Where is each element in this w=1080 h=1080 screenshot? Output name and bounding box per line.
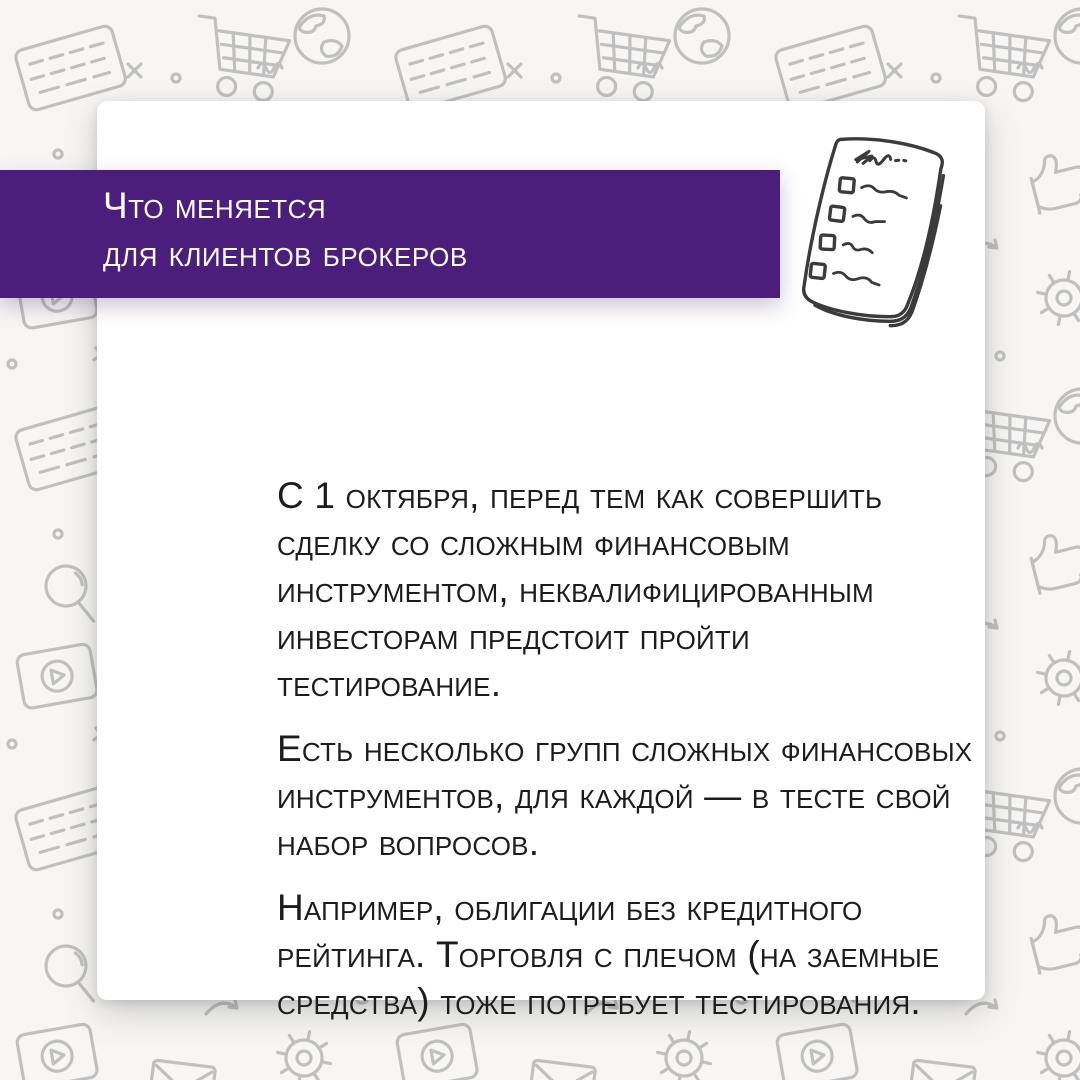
page-title-line-2: для клиентов брокеров xyxy=(103,233,468,274)
paragraph-line: инвесторам предстоит пройти xyxy=(277,616,750,657)
paragraph-line: тестирование. xyxy=(277,663,502,704)
paragraph-line: набор вопросов. xyxy=(277,822,540,863)
body-text xyxy=(277,472,1057,1043)
paragraph-line: средства) тоже потребует тестирования. xyxy=(277,981,921,1022)
page-title-line-1: Что меняется xyxy=(103,185,327,226)
paragraph-line: сделку со сложным финансовым xyxy=(277,522,790,563)
paragraph-line: Например, облигации без кредитного xyxy=(277,887,863,928)
paragraph-line: Есть несколько групп сложных финансовых xyxy=(277,728,973,769)
paragraph-1 xyxy=(277,472,1057,707)
header-banner xyxy=(0,170,780,298)
paragraph-line: рейтинга. Торговля с плечом (на заемные xyxy=(277,934,940,975)
paragraph-line: инструментов, для каждой — в тесте свой xyxy=(277,775,951,816)
paragraph-line: инструментом, неквалифицированным xyxy=(277,569,874,610)
paragraph-3 xyxy=(277,884,1057,1025)
checklist-doodle-icon xyxy=(790,126,962,338)
paragraph-line: С 1 октября, перед тем как совершить xyxy=(277,475,883,516)
paragraph-2 xyxy=(277,725,1057,866)
